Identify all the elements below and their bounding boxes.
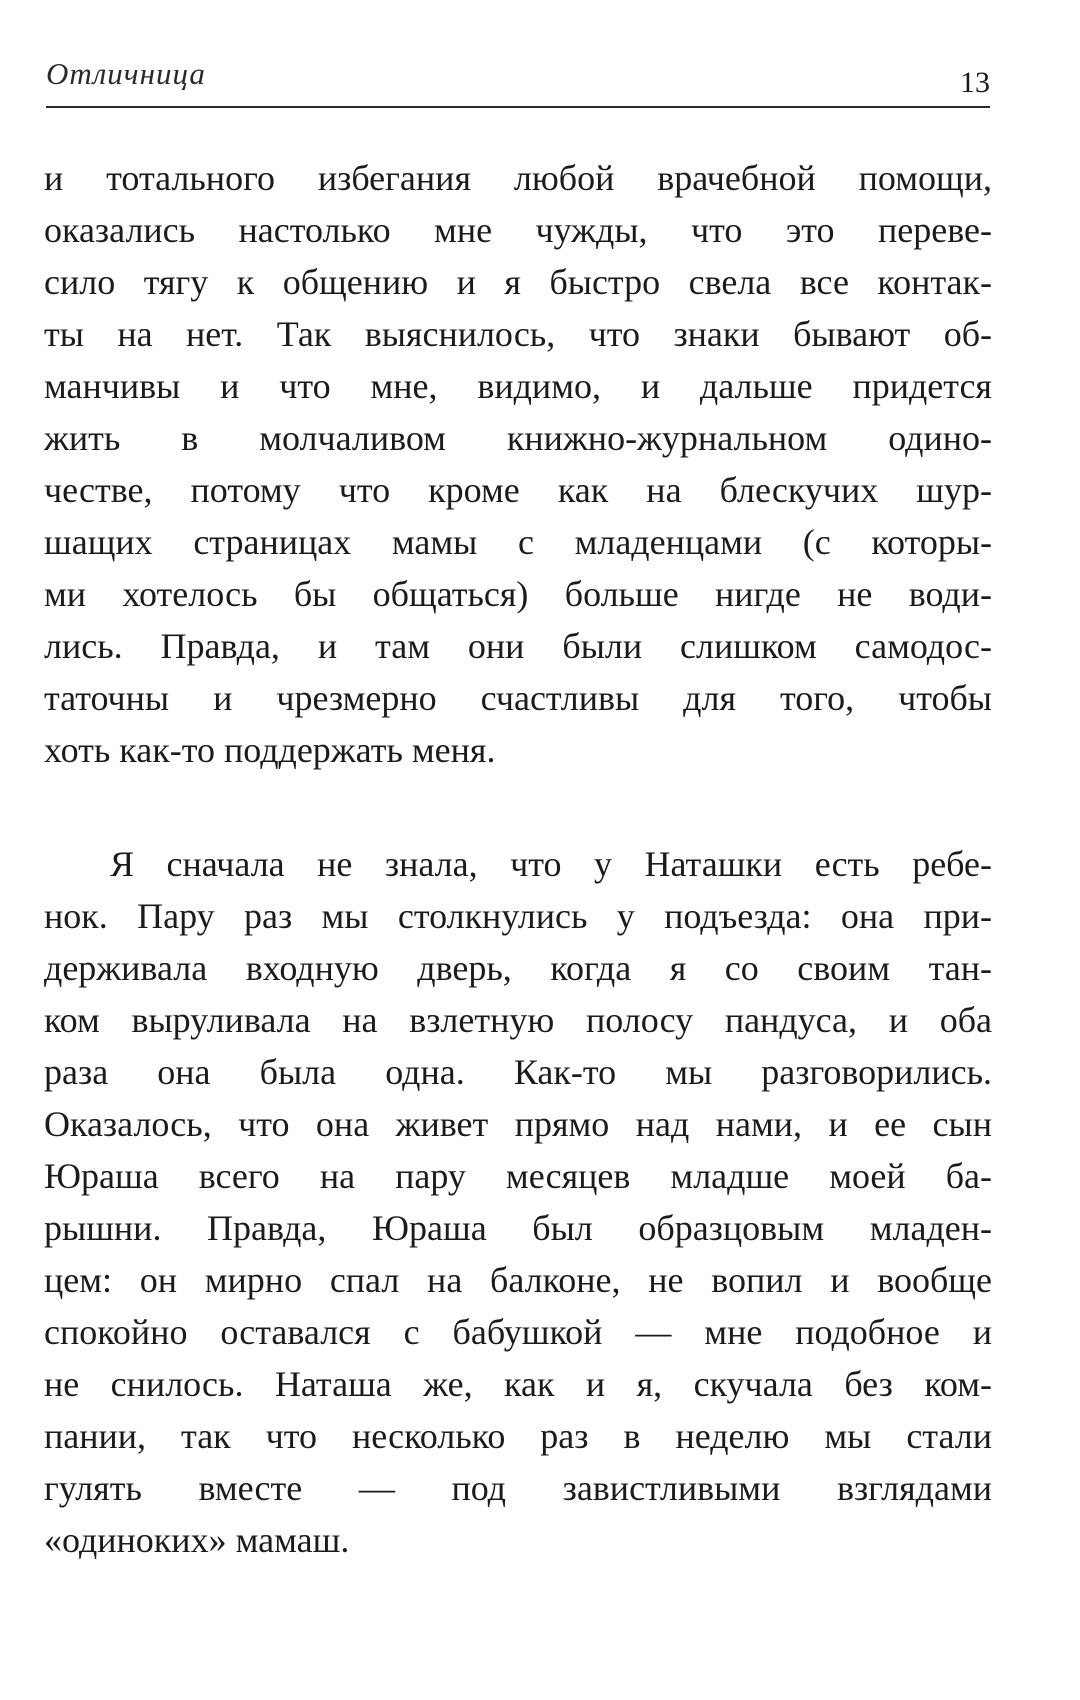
text-line: «одиноких» мамаш. [44,1520,350,1560]
text-line: рышни. Правда, Юраша был образцовым младен- [44,1208,992,1248]
running-title: Отличница [46,56,206,91]
page-number: 13 [960,66,990,99]
text-line: Я сначала не знала, что у Наташки есть ребе- [110,844,992,884]
text-line: хоть как-то поддержать меня. [44,730,496,770]
text-line: лись. Правда, и там они были слишком самодос- [44,626,992,666]
text-line: Юраша всего на пару месяцев младше моей ба- [44,1156,992,1196]
text-line: жить в молчаливом книжно-журнальном одино- [44,418,992,458]
text-line: нок. Пару раз мы столкнулись у подъезда: она при- [44,896,992,936]
text-line: ком выруливала на взлетную полосу пандуса, и оба [44,1000,992,1040]
text-line: и тотального избегания любой врачебной помощи, [44,158,992,198]
text-line: гулять вместе — под завистливыми взглядами [44,1468,992,1508]
text-line: шащих страницах мамы с младенцами (с которы- [44,522,992,562]
text-line: манчивы и что мне, видимо, и дальше придется [44,366,992,406]
text-line: оказались настолько мне чужды, что это переве- [44,210,992,250]
text-line: спокойно оставался с бабушкой — мне подобное и [44,1312,992,1352]
text-line: раза она была одна. Как-то мы разговорились. [44,1052,992,1092]
text-line: держивала входную дверь, когда я со своим тан- [44,948,992,988]
text-line: таточны и чрезмерно счастливы для того, чтобы [44,678,992,718]
text-line: Оказалось, что она живет прямо над нами, и ее сын [44,1104,992,1144]
running-header [46,56,990,108]
text-line: сило тягу к общению и я быстро свела все контак- [44,262,992,302]
text-line: цем: он мирно спал на балконе, не вопил и вообще [44,1260,992,1300]
text-line: не снилось. Наташа же, как и я, скучала без ком- [44,1364,992,1404]
text-line: ми хотелось бы общаться) больше нигде не води- [44,574,992,614]
text-line: ты на нет. Так выяснилось, что знаки бывают об- [44,314,992,354]
text-line: пании, так что несколько раз в неделю мы стали [44,1416,992,1456]
text-line: честве, потому что кроме как на блескучих шур- [44,470,992,510]
